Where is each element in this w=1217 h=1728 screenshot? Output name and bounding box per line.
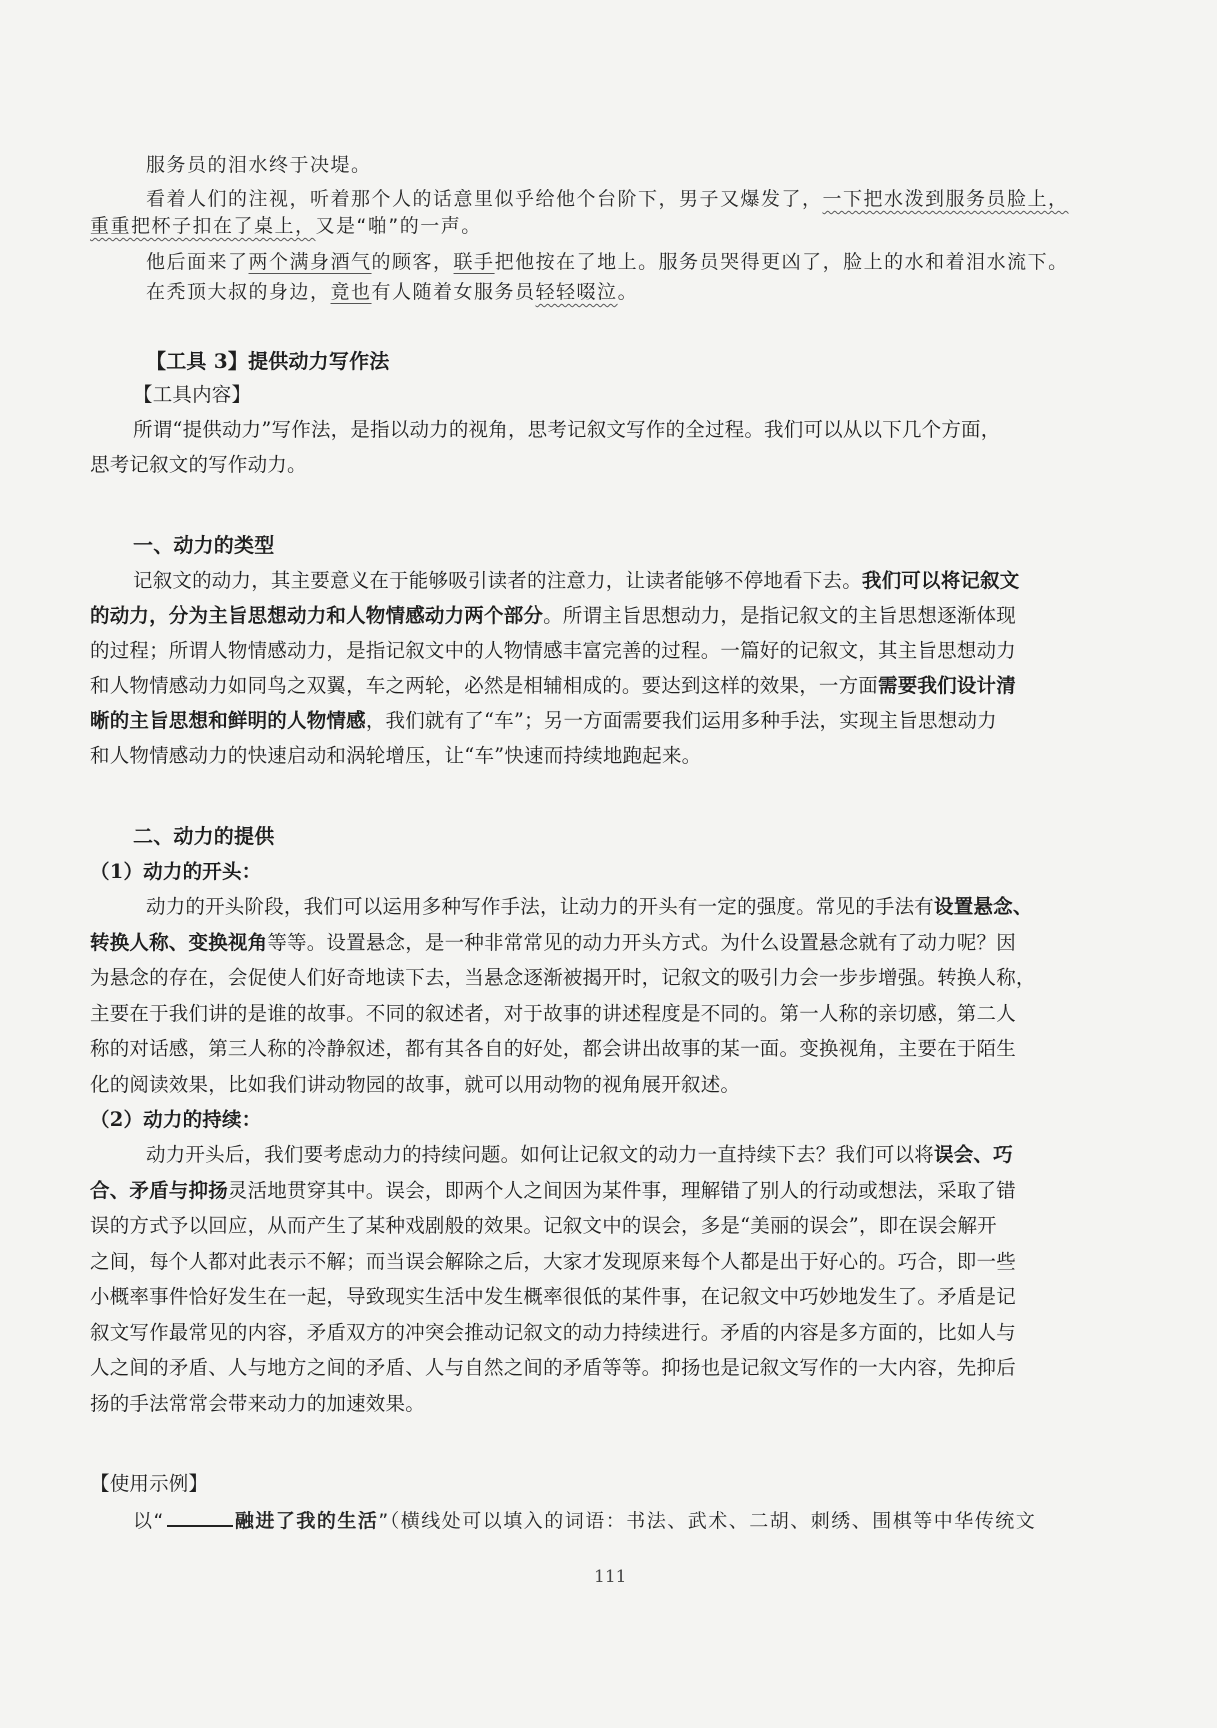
story-text: 又是“啪”的一声。: [315, 215, 482, 237]
section1-line-4: [90, 672, 1016, 700]
example-text: 以“: [133, 1510, 165, 1532]
paragraph-text: 。所谓主旨思想动力，是指记叙文的主旨思想逐渐体现: [543, 604, 1016, 627]
story-line-4: [146, 248, 1069, 276]
story-text: 的顾客，: [371, 251, 454, 273]
fill-in-blank: [167, 1505, 233, 1527]
tool-content-label: 【工具内容】: [133, 383, 252, 406]
story-annotated-text: 两个满身酒气: [248, 251, 372, 273]
example-line-1: [133, 1505, 1036, 1535]
story-text: 在秃顶大叔的身边，: [146, 281, 331, 303]
story-text: 。: [617, 281, 639, 303]
paragraph-text: 和人物情感动力如同鸟之双翼，车之两轮，必然是相辅相成的。要达到这样的效果，一方面: [90, 674, 879, 697]
emphasis-text: 设置悬念、: [934, 895, 1033, 918]
story-line-2: [146, 185, 1069, 213]
subheading-opening: （1）动力的开头：: [90, 860, 262, 883]
paragraph-text: 动力的开头阶段，我们可以运用多种写作手法，让动力的开头有一定的强度。常见的手法有: [146, 895, 935, 918]
continuation-line-4: 之间，每个人都对此表示不解；而当误会解除之后，大家才发现原来每个人都是出于好心的。巧合，即一些: [90, 1250, 1016, 1273]
tool-intro-line-2: 思考记叙文的写作动力。: [90, 453, 307, 476]
story-text: 看着人们的注视，听着那个人的话意里似乎给他个台阶下，男子又爆发了，: [146, 188, 823, 210]
subheading-continuation: （2）动力的持续：: [90, 1108, 262, 1131]
emphasis-text: 误会、巧: [934, 1143, 1013, 1166]
opening-line-4: 主要在于我们讲的是谁的故事。不同的叙述者，对于故事的讲述程度是不同的。第一人称的亲切感，第二人: [90, 1002, 1016, 1025]
opening-line-1: [146, 893, 1033, 921]
opening-line-6: 化的阅读效果，比如我们讲动物园的故事，就可以用动物的视角展开叙述。: [90, 1073, 741, 1096]
section1-line-6: 和人物情感动力的快速启动和涡轮增压，让“车”快速而持续地跑起来。: [90, 744, 702, 767]
paragraph-text: 灵活地贯穿其中。误会，即两个人之间因为某件事，理解错了别人的行动或想法，采取了错: [227, 1179, 1016, 1202]
section-heading-2: 二、动力的提供: [133, 824, 275, 848]
emphasis-text: 晰的主旨思想和鲜明的人物情感: [90, 709, 366, 732]
story-annotated-text: 重重把杯子扣在了桌上，: [90, 215, 316, 237]
story-annotated-text: 联手: [453, 251, 495, 273]
page-number: 111: [594, 1567, 627, 1587]
continuation-line-3: 误的方式予以回应，从而产生了某种戏剧般的效果。记叙文中的误会，多是“美丽的误会”，即在误会解开: [90, 1214, 997, 1237]
section1-line-3: 的过程；所谓人物情感动力，是指记叙文中的人物情感丰富完善的过程。一篇好的记叙文，其主旨思想动力: [90, 639, 1016, 662]
continuation-line-2: [90, 1177, 1016, 1205]
section-heading-1: 一、动力的类型: [133, 533, 275, 557]
continuation-line-7: 人之间的矛盾、人与地方之间的矛盾、人与自然之间的矛盾等等。抑扬也是记叙文写作的一大内容，先抑后: [90, 1356, 1016, 1379]
paragraph-text: 等等。设置悬念，是一种非常常见的动力开头方式。为什么设置悬念就有了动力呢？因: [267, 931, 1016, 954]
emphasis-text: 转换人称、变换视角: [90, 931, 268, 954]
continuation-line-8: 扬的手法常常会带来动力的加速效果。: [90, 1392, 425, 1415]
story-line-1: [146, 151, 372, 179]
story-line-5: [146, 278, 638, 306]
paragraph-text: 记叙文的动力，其主要意义在于能够吸引读者的注意力，让读者能够不停地看下去。: [133, 569, 862, 592]
story-annotated-text: 一下把水泼到服务员脸上，: [822, 188, 1069, 210]
opening-line-5: 称的对话感，第三人称的冷静叙述，都有其各自的好处，都会讲出故事的某一面。变换视角，主要在于陌生: [90, 1037, 1016, 1060]
section1-line-1: [133, 567, 1020, 595]
story-text: 服务员的泪水终于决堤。: [146, 154, 372, 176]
story-annotated-text: 轻轻啜泣: [535, 281, 618, 303]
section1-line-2: [90, 602, 1016, 630]
opening-line-3: 为悬念的存在，会促使人们好奇地读下去，当悬念逐渐被揭开时，记叙文的吸引力会一步步增强。转换人称，: [90, 966, 1036, 989]
example-label: 【使用示例】: [90, 1472, 209, 1495]
paragraph-text: 动力开头后，我们要考虑动力的持续问题。如何让记叙文的动力一直持续下去？我们可以将: [146, 1143, 935, 1166]
paragraph-text: ，我们就有了“车”；另一方面需要我们运用多种手法，实现主旨思想动力: [365, 709, 997, 732]
continuation-line-1: [146, 1141, 1013, 1169]
opening-line-2: [90, 929, 1016, 957]
emphasis-text: 需要我们设计清: [878, 674, 1016, 697]
story-line-3: [90, 212, 482, 240]
story-text: 有人随着女服务员: [371, 281, 536, 303]
story-text: 把他按在了地上。服务员哭得更凶了，脸上的水和着泪水流下。: [494, 251, 1069, 273]
section1-line-5: [90, 707, 997, 735]
continuation-line-5: 小概率事件恰好发生在一起，导致现实生活中发生概率很低的某件事，在记叙文中巧妙地发生了。矛盾是记: [90, 1285, 1016, 1308]
emphasis-text: 我们可以将记叙文: [861, 569, 1020, 592]
emphasis-text: 的动力，分为主旨思想动力和人物情感动力两个部分: [90, 604, 544, 627]
story-text: 他后面来了: [146, 251, 249, 273]
continuation-line-6: 叙文写作最常见的内容，矛盾双方的冲突会推动记叙文的动力持续进行。矛盾的内容是多方面的，比如人与: [90, 1321, 1016, 1344]
tool-intro-line-1: 所谓“提供动力”写作法，是指以动力的视角，思考记叙文写作的全过程。我们可以从以下几个方面，: [133, 418, 1001, 441]
example-title-text: 融进了我的生活: [234, 1510, 379, 1532]
emphasis-text: 合、矛盾与抑扬: [90, 1179, 228, 1202]
tool-title: 【工具 3】提供动力写作法: [146, 349, 390, 373]
story-annotated-text: 竟也: [330, 281, 372, 303]
example-text: ”（横线处可以填入的词语：书法、武术、二胡、刺绣、围棋等中华传统文: [378, 1510, 1037, 1532]
